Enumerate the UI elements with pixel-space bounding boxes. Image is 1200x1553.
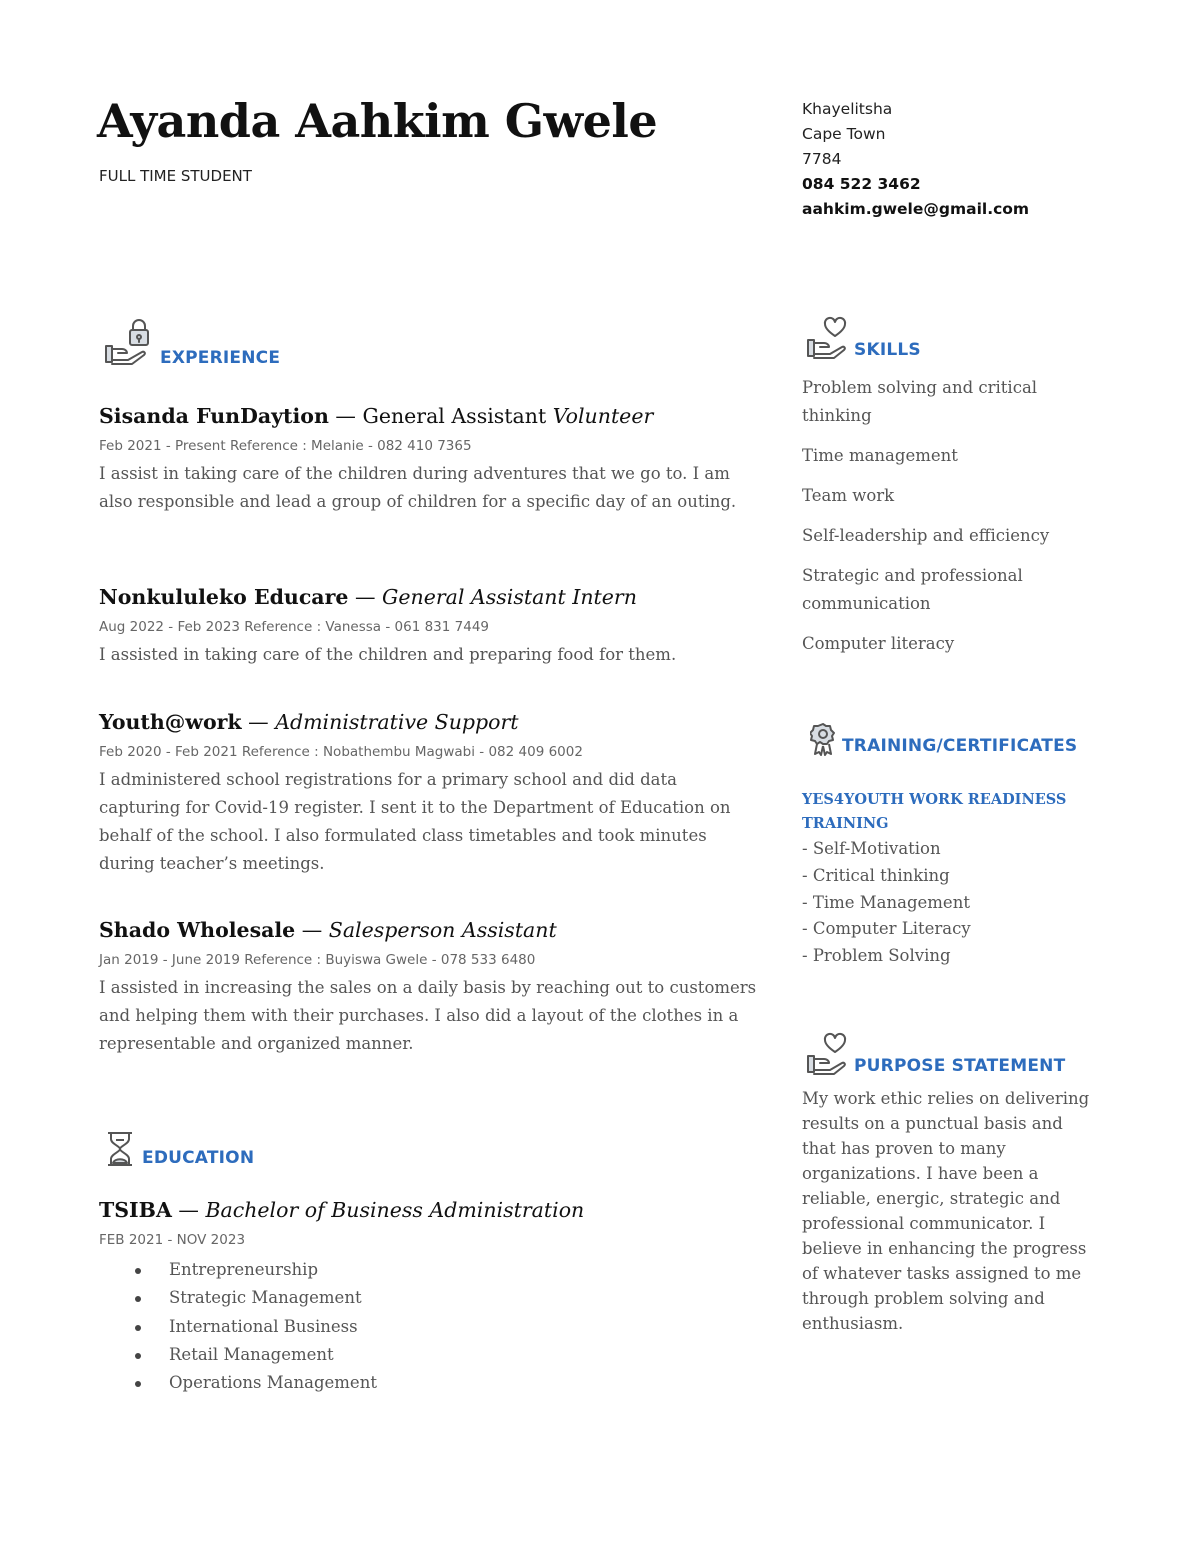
job-description: I assist in taking care of the children during adventures that we go to. I am also responsible and lead a group of children for a specific day of an outing. bbox=[99, 464, 737, 511]
job-description: I assisted in increasing the sales on a daily basis by reaching out to customers and helping them with their purchases. I also did a layout of the clothes in a representable and organized manner. bbox=[99, 978, 757, 1053]
list-item: Operations Management bbox=[169, 1369, 739, 1397]
education-title-line bbox=[99, 1198, 739, 1222]
experience-heading bbox=[104, 318, 280, 368]
list-item: - Critical thinking bbox=[802, 865, 950, 885]
job-meta: Jan 2019 - June 2019 Reference : Buyiswa Gwele - 078 533 6480 bbox=[99, 952, 536, 968]
job-role-italic: Administrative Support bbox=[275, 710, 519, 734]
list-item: Self-leadership and efficiency bbox=[802, 526, 1050, 545]
skills-heading bbox=[806, 316, 921, 360]
job-meta: Feb 2020 - Feb 2021 Reference : Nobathembu Magwabi - 082 409 6002 bbox=[99, 744, 583, 760]
contact-block bbox=[802, 97, 1029, 222]
job-separator: — bbox=[328, 404, 363, 428]
job-organization: Nonkululeko Educare bbox=[99, 585, 349, 609]
list-item: International Business bbox=[169, 1313, 739, 1341]
job-description: I assisted in taking care of the children and preparing food for them. bbox=[99, 645, 677, 664]
school-name: TSIBA bbox=[99, 1198, 172, 1222]
education-heading bbox=[104, 1130, 254, 1168]
education-separator: — bbox=[171, 1198, 206, 1222]
list-item: Strategic and professional communication bbox=[802, 566, 1023, 613]
training-heading bbox=[810, 722, 1077, 756]
job-title-line bbox=[99, 710, 759, 734]
job-meta: Feb 2021 - Present Reference : Melanie - 082 410 7365 bbox=[99, 438, 472, 454]
education-entry bbox=[99, 1198, 739, 1397]
contact-area: Khayelitsha bbox=[802, 100, 893, 118]
job-organization: Youth@work bbox=[99, 710, 242, 734]
subject-list bbox=[99, 1256, 739, 1397]
job-separator: — bbox=[241, 710, 276, 734]
candidate-name: Ayanda Aahkim Gwele bbox=[97, 94, 658, 148]
hand-lock-icon bbox=[104, 318, 154, 368]
job-separator: — bbox=[295, 918, 329, 942]
job-entry bbox=[99, 585, 759, 669]
job-separator: — bbox=[348, 585, 382, 609]
job-entry bbox=[99, 404, 759, 516]
training-program: YES4YOUTH WORK READINESS TRAINING bbox=[802, 791, 1067, 832]
experience-title: EXPERIENCE bbox=[160, 348, 281, 368]
job-role: General Assistant bbox=[362, 404, 553, 428]
job-title-line bbox=[99, 404, 759, 428]
hourglass-icon bbox=[104, 1130, 136, 1168]
list-item: Team work bbox=[802, 486, 895, 505]
hand-heart-icon bbox=[806, 316, 848, 360]
candidate-role: FULL TIME STUDENT bbox=[99, 167, 252, 185]
job-title-line bbox=[99, 918, 759, 942]
list-item: Time management bbox=[802, 446, 958, 465]
skills-title: SKILLS bbox=[854, 340, 921, 360]
job-title-line bbox=[99, 585, 759, 609]
list-item: - Time Management bbox=[802, 892, 970, 912]
training-block bbox=[802, 788, 1092, 970]
list-item: - Problem Solving bbox=[802, 946, 951, 966]
hand-heart-icon bbox=[806, 1032, 848, 1076]
job-role-italic: Salesperson Assistant bbox=[328, 918, 557, 942]
list-item: Problem solving and critical thinking bbox=[802, 378, 1038, 425]
job-role-italic: Volunteer bbox=[552, 404, 654, 428]
job-entry bbox=[99, 918, 759, 1058]
list-item: - Computer Literacy bbox=[802, 919, 971, 939]
job-description: I administered school registrations for a primary school and did data capturing for Covid-19 register. I sent it to the Department of Education on behalf of the school. I also formulated class timetables and took minutes during teacher’s meetings. bbox=[99, 770, 731, 873]
contact-email: aahkim.gwele@gmail.com bbox=[802, 200, 1030, 218]
job-organization: Sisanda FunDaytion bbox=[99, 404, 329, 428]
skills-list bbox=[802, 374, 1082, 670]
purpose-heading bbox=[806, 1032, 1065, 1076]
job-entry bbox=[99, 710, 759, 878]
list-item: - Self-Motivation bbox=[802, 839, 941, 858]
purpose-title: PURPOSE STATEMENT bbox=[854, 1056, 1066, 1076]
degree-name: Bachelor of Business Administration bbox=[205, 1198, 585, 1222]
list-item: Strategic Management bbox=[169, 1284, 739, 1312]
education-dates: FEB 2021 - NOV 2023 bbox=[99, 1232, 246, 1248]
award-ribbon-icon bbox=[810, 722, 836, 756]
contact-phone: 084 522 3462 bbox=[802, 175, 921, 193]
job-organization: Shado Wholesale bbox=[99, 918, 296, 942]
purpose-text: My work ethic relies on delivering results on a punctual basis and that has proven to many organizations. I have been a reliable, energic, strategic and professional communicator. I believe in enhancing the progress of whatever tasks assigned to me through problem solving and enthusiasm. bbox=[802, 1089, 1090, 1333]
list-item: Entrepreneurship bbox=[169, 1256, 739, 1284]
list-item: Retail Management bbox=[169, 1341, 739, 1369]
training-title: TRAINING/CERTIFICATES bbox=[842, 736, 1078, 756]
contact-city: Cape Town bbox=[802, 125, 886, 143]
list-item: Computer literacy bbox=[802, 634, 955, 653]
education-title: EDUCATION bbox=[142, 1148, 255, 1168]
contact-postal-code: 7784 bbox=[802, 150, 842, 168]
job-meta: Aug 2022 - Feb 2023 Reference : Vanessa - 061 831 7449 bbox=[99, 619, 490, 635]
job-role-italic: General Assistant Intern bbox=[381, 585, 637, 609]
